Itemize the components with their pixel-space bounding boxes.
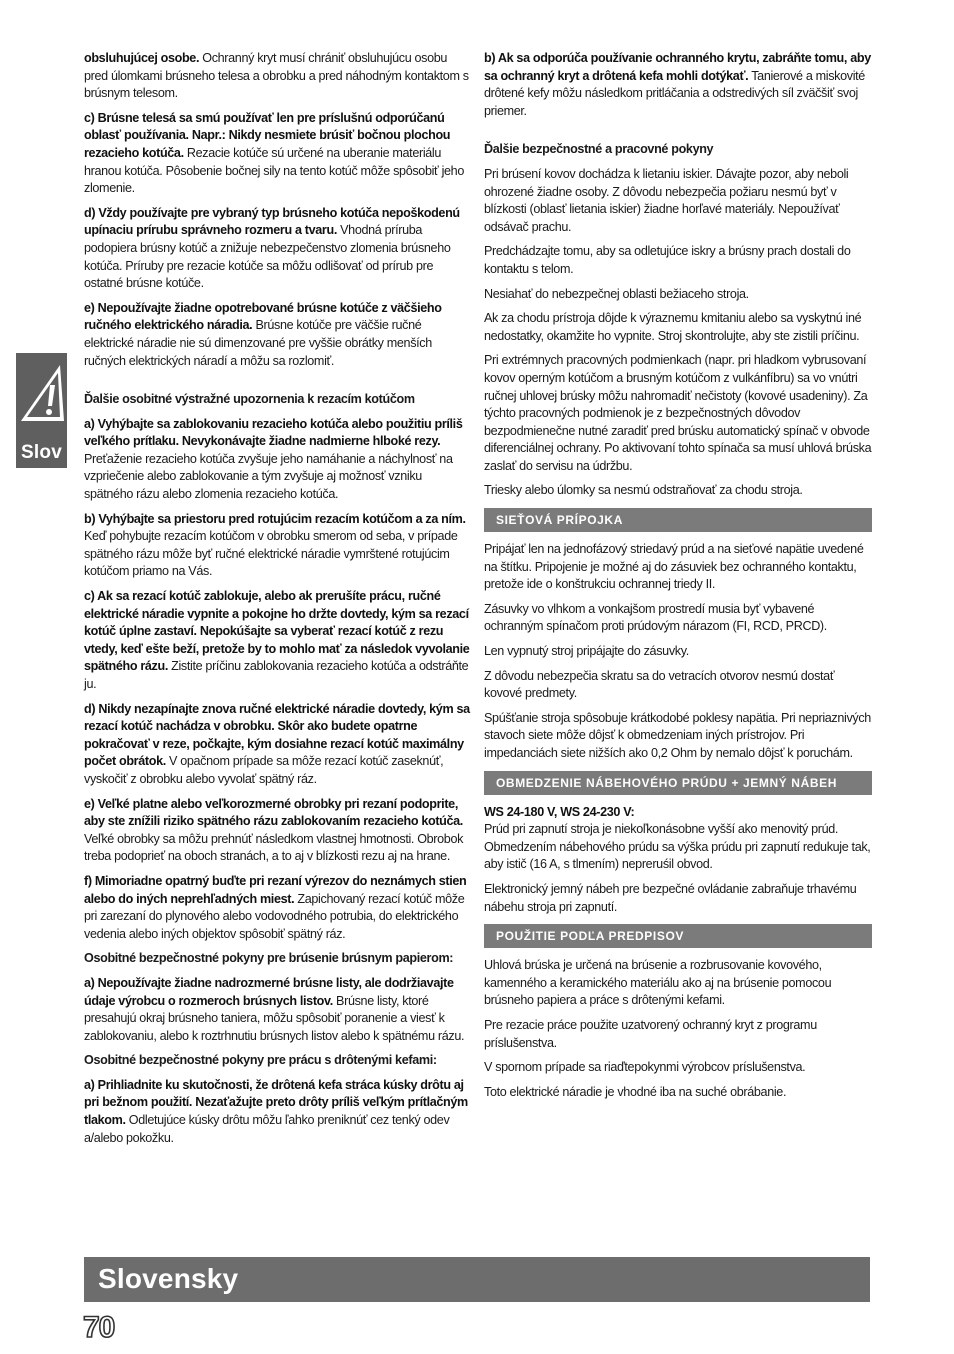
language-side-tab	[16, 353, 67, 468]
paragraph: Elektronický jemný nábeh pre bezpečné ovládanie zabraňuje trhavému nábehu stroja pri zapnutí.	[484, 881, 857, 914]
paragraph: Pre rezacie práce použite uzatvorený ochranný kryt z programu príslušenstva.	[484, 1017, 817, 1050]
section-bar-mains: SIEŤOVÁ PRÍPOJKA	[484, 508, 872, 532]
paragraph: b) Vyhýbajte sa priestoru pred rotujúcim rezacím kotúčom a za ním. Keď pohybujte rezacím kotúčom v obrobku smerom od seba, v prípade spätného rázu môže byť ručné elektrické náradie vymrštené rotujúcim kotúčom priamo na Vás.	[84, 511, 466, 579]
section-heading: Osobitné bezpečnostné pokyny pre brúsenie brúsnym papierom:	[84, 951, 454, 966]
paragraph: Pripájať len na jednofázový striedavý prúd a na sieťové napätie uvedené na štítku. Pripojenie je možné aj do zásuviek bez ochranného kontaktu, pretože ide o konštrukciu ochrannej triedy II.	[484, 542, 864, 592]
paragraph: b) Ak sa odporúča používanie ochranného krytu, zabráňte tomu, aby sa ochranný kryt a drôtená kefa mohli dotýkať. Tanierové a miskovité drôtené kefy môžu následkom pritláčania a odstredivých síl zväčšiť svoj priemer.	[484, 51, 871, 118]
paragraph: Ak za chodu prístroja dôjde k výraznemu kmitaniu alebo sa vyskytnú iné nedostatky, okamžite ho vypnite. Stroj skontrolujte, aby ste zistili príčinu.	[484, 311, 862, 343]
paragraph: Pri brúsení kovov dochádza k lietaniu iskier. Dávajte pozor, aby neboli ohrozené žiadne osoby. Z dôvodu nebezpečia požiaru nesmú byť v blízkosti (oblasť lietania iskier) žiadne horľavé materiály. Nepoužívať odsávač prachu.	[484, 166, 849, 234]
paragraph: e) Nepoužívajte žiadne opotrebované brúsne kotúče z väčšieho ručného elektrického náradia. Brúsne kotúče pre väčšie ručné elektrické náradie nie sú dimenzované pre vyššie obrátky menších ručných elektrických náradí a môžu sa rozlomiť.	[84, 300, 442, 368]
section-heading: Ďalšie bezpečnostné a pracovné pokyny	[484, 142, 714, 157]
footer-language-bar	[84, 1257, 870, 1302]
paragraph: Uhlová brúska je určená na brúsenie a rozbrusovanie kovového, kamenného a keramického materiálu ako aj na brúsenie pomocou brúsneho papiera a práce s drôtenými kefami.	[484, 958, 832, 1008]
paragraph: Predchádzajte tomu, aby sa odletujúce iskry a brúsny prach dostali do kontaktu s telom.	[484, 244, 851, 276]
warning-triangle-icon	[17, 363, 67, 429]
paragraph: a) Nepoužívajte žiadne nadrozmerné brúsne listy, ale dodržiavajte údaje výrobcu o rozmeroch brúsnych listov. Brúsne listy, ktoré presahujú okraj brúsneho taniera, môžu spôsobiť poranenie a viesť k zablokovaniu, alebo k roztrhnutiu brúsnych listov alebo k spätnému rázu.	[84, 975, 465, 1043]
paragraph: Zásuvky vo vlhkom a vonkajšom prostredí musia byť vybavené ochranným spínačom proti prúdovým nárazom (FI, RCD, PRCD).	[484, 601, 827, 634]
paragraph: f) Mimoriadne opatrný buďte pri rezaní výrezov do neznámych stien alebo do iných neprehľadných miest. Zapichovaný rezací kotúč môže pri zarezaní do plynového alebo vodovodného potrubia, do elektrického vedenia alebo iných objektov spôsobiť spätný ráz.	[84, 873, 467, 941]
paragraph: c) Ak sa rezací kotúč zablokuje, alebo ak prerušíte prácu, ručné elektrické náradie vypnite a pokojne ho držte dovtedy, kým sa rezací kotúč úplne zastaví. Nepokúšajte sa vyberať rezací kotúč z rezu vtedy, keď ešte beží, pretože by to mohlo mať za následok vyvolanie spätného rázu. Zistite príčinu zablokovania rezacieho kotúča a odstráňte ju.	[84, 589, 470, 691]
paragraph: WS 24-180 V, WS 24-230 V: Prúd pri zapnutí stroja je niekoľkonásobne vyšší ako menovitý prúd. Obmedzením nábehového prúdu sa výška prúdu pri zapnutí redukuje tak, aby istič (16 A, s tlmením) nepreruśil obvod.	[484, 804, 871, 872]
paragraph: Spúšťanie stroja spôsobuje krátkodobé poklesy napätia. Pri nepriaznivých stavoch siete môže dôjsť k obmedzeniam iných prístrojov. Pri impedanciách siete nižších ako 0,2 Ohm by nemalo dôjsť k poruchám.	[484, 710, 871, 760]
section-bar-intended-use: POUŽITIE PODĽA PREDPISOV	[484, 924, 872, 948]
section-bar-inrush: OBMEDZENIE NÁBEHOVÉHO PRÚDU + JEMNÝ NÁBEH	[484, 771, 872, 795]
paragraph: Nesiahať do nebezpečnej oblasti bežiaceho stroja.	[484, 286, 749, 301]
section-heading: Osobitné bezpečnostné pokyny pre prácu s drôtenými kefami:	[84, 1053, 437, 1068]
paragraph: c) Brúsne telesá sa smú používať len pre príslušnú odporúčanú oblasť používania. Napr.: Nikdy nesmiete brúsiť bočnou plochou rezacieho kotúča. Rezacie kotúče sú určené na uberanie materiálu hranou kotúča. Pôsobenie bočnej sily na tento kotúč môže spôsobiť jeho zlomenie.	[84, 110, 464, 196]
paragraph: V spornom prípade sa riaďtepokynmi výrobcov príslušenstva.	[484, 1060, 806, 1075]
section-heading: Ďalšie osobitné výstražné upozornenia k rezacím kotúčom	[84, 392, 415, 407]
paragraph: obsluhujúcej osobe. Ochranný kryt musí chrániť obsluhujúcu osobu pred úlomkami brúsneho telesa a obrobku a pred náhodným kontaktom s brúsnym telesom.	[84, 51, 469, 101]
side-tab-label: Slov	[21, 442, 62, 463]
paragraph: Len vypnutý stroj pripájajte do zásuvky.	[484, 644, 689, 659]
paragraph: Triesky alebo úlomky sa nesmú odstraňovať za chodu stroja.	[484, 483, 803, 498]
paragraph: Toto elektrické náradie je vhodné iba na suché obrábanie.	[484, 1084, 787, 1099]
paragraph: d) Vždy používajte pre vybraný typ brúsneho kotúča nepoškodenú upínaciu prírubu správneho rozmeru a tvaru. Vhodná príruba podopiera brúsny kotúč a znižuje nebezpečenstvo zlomenia brúsneho kotúča. Príruby pre rezacie kotúče sa môžu odlišovať od prírub pre ostatné brúsne kotúče.	[84, 205, 460, 291]
paragraph: a) Vyhýbajte sa zablokovaniu rezacieho kotúča alebo použitiu príliš veľkého prítlaku. Nevykonávajte žiadne nadmierne hlboké rezy. Preťaženie rezacieho kotúča zvyšuje jeho namáhanie a náchylnosť na vzpriečenie alebo zablokovanie a tým zvyšuje aj možnosť vzniku spätného rázu alebo zlomenia rezacieho kotúča.	[84, 416, 463, 502]
paragraph: a) Prihliadnite ku skutočnosti, že drôtená kefa stráca kúsky drôtu aj pri bežnom použití. Nezaťažujte preto drôty príliš veľkým prítlačným tlakom. Odletujúce kúsky drôtu môžu ľahko preniknúť cez tenký odev a/alebo pokožku.	[84, 1077, 468, 1145]
paragraph: Z dôvodu nebezpečia skratu sa do vetracích otvorov nesmú dostať kovové predmety.	[484, 668, 835, 701]
page-number: 70	[83, 1311, 115, 1344]
left-column	[84, 50, 472, 1154]
paragraph: e) Veľké platne alebo veľkorozmerné obrobky pri rezaní podoprite, aby ste znížili riziko spätného rázu zablokovaním rezacieho kotúča. Veľké obrobky sa môžu prehnúť následkom vlastnej hmotnosti. Obrobok treba podoprieť na oboch stranách, a to aj v blízkosti rezu aj na hrane.	[84, 796, 464, 864]
footer-language-title: Slovensky	[98, 1263, 239, 1294]
paragraph: Pri extrémnych pracovných podmienkach (napr. pri hladkom vybrusovaní kovov operným kotúčom a brusným kotúčom z vulkánfíbru) sa vo vnútri ručnej uhlovej brúsky môžu nahromadiť nečistoty (kovové usadeniny). Za týchto pracovných podmienok je z bezpečnostných dôvodov bezpodmienečne nutné zaradiť pred brúsku automatický spínač v obvode diferenciálnej ochrany. Po aktivovaní tohto spínača sa musí uhlová brúska zaslať do servisu na údržbu.	[484, 353, 872, 473]
right-column	[484, 50, 872, 1108]
paragraph: d) Nikdy nezapínajte znova ručné elektrické náradie dovtedy, kým sa rezací kotúč nachádza v obrobku. Skôr ako budete opatrne pokračovať v reze, počkajte, kým dosiahne rezací kotúč maximálny počet obrátok. V opačnom prípade sa môže rezací kotúč zaseknúť, vyskočiť z obrobku alebo vyvolať spätný ráz.	[84, 701, 470, 786]
